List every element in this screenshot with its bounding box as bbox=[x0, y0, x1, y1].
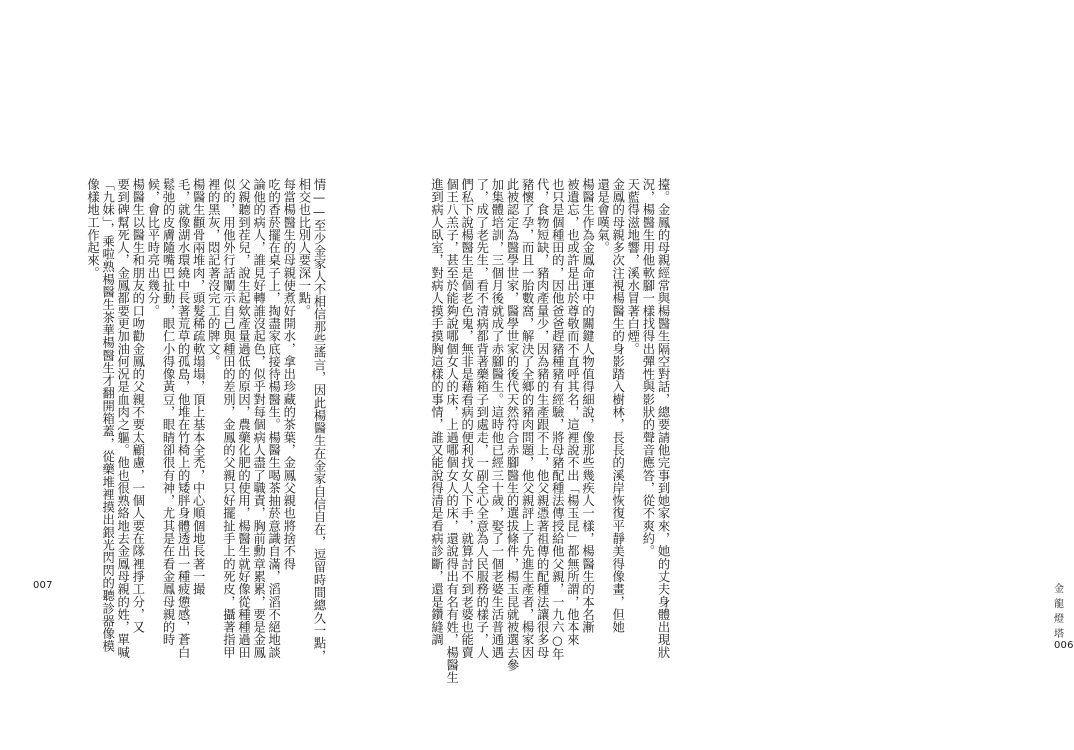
page-footer-right bbox=[1054, 580, 1074, 651]
text-column: 代，食物短缺，豬肉產量少，因為豬的生產跟不上，他父親憑著祖傳的配種法讓很多母 bbox=[535, 178, 550, 659]
text-column: 加集體培訓，三個月後就成了赤腳醫生。這時他已經三十歲，娶了一個老婆生活普通遇 bbox=[489, 178, 504, 659]
right-page bbox=[375, 0, 1074, 750]
text-column: 也只是個種田的，因他爸爸趕豬種豬有經驗，將母豬配種法傳授給他父親，一九六○年 bbox=[550, 178, 565, 661]
text-column: 擡。金鳳的母親經常與楊醫生隔空對話，總要請他完事到她家來，她的丈夫身體出現狀 bbox=[656, 178, 670, 659]
running-title: 金龍燈塔 bbox=[1054, 584, 1065, 640]
text-column: 「九妹」，乘啦熟楊醫生茶華楊醫生才翻開箱蓋，從藥堆裡摸出銀光閃閃的聽診器像模 bbox=[100, 178, 115, 653]
page-number-text: 007 bbox=[33, 580, 53, 591]
text-column: 楊醫生顴骨兩堆肉，頭髮稀疏軟塌塌，頂上基本全禿，中心順個地長著一撮 bbox=[191, 178, 206, 596]
text-column: 天藍得滋地響，溪水冒著白煙。 bbox=[625, 178, 640, 356]
text-column: 裡的黑灰，悶記著沒完工的牌文。 bbox=[206, 178, 221, 368]
text-column: 吃的香菸擺在桌子上，掏盡家底接待楊醫生。楊醫生喝茶抽菸意識自滿，滔滔不絕地談 bbox=[266, 178, 281, 659]
text-column: 被遺忘，也或許是出於尊敬而不直呼其名，這裡說不出「楊玉昆」都無所謂，他本來 bbox=[565, 178, 580, 647]
text-column: 論他的病人，誰見好轉誰沒起色，似乎對每個病人盡了職責，胸前勳章累累，要是金鳳 bbox=[251, 178, 266, 659]
text-column: 楊醫生以醫生和朋友的口吻勸金鳳的父親不要太顧慮，一個人要在隊裡掙工分，又 bbox=[130, 178, 145, 634]
left-page bbox=[0, 0, 375, 750]
text-column: 金鳳的母親多次注視楊醫生的身影踏入樹林，長長的溪岸恢復平靜美得像畫，但她 bbox=[610, 178, 625, 634]
text-column: 要到碑幫死人，金鳳都要更加油何況是血肉之軀。他也很熟絡地去金鳳母親的姓，單喊 bbox=[115, 178, 130, 659]
text-column: 豬懷了孕，而且一胎數窩，解決了全鄉的豬肉問題，他父親評上了先進生產者，楊家因 bbox=[520, 178, 535, 659]
page-number-text: 006 bbox=[1054, 640, 1074, 651]
text-column: 進到病人臥室，對病人摸手摸胸這樣的事情，誰又能說得清是看病診斷，還是鑽縫調 bbox=[429, 178, 444, 647]
text-column: 們私下說楊醫生是個老色鬼，無非是藉看病的便利找女人下手，就算討不到老婆也能賣 bbox=[459, 178, 474, 659]
page-number-left bbox=[33, 580, 53, 591]
text-column: 似的，用他外行話闡示自己與種田的差別，金鳳的父親只好擺扯手上的死皮，攝著指甲 bbox=[221, 178, 236, 659]
text-column: 情——至少金家人不相信那些謠言，因此楊醫生在金家自信自在，逗留時間總久一點， bbox=[312, 178, 326, 663]
text-column: 還是會嘆氣。 bbox=[595, 178, 610, 254]
text-column: 此被認定為醫學世家，醫學世家的後代天然符合赤腳醫生的選拔條件，楊玉昆就被選去參 bbox=[505, 178, 519, 672]
text-column: 相交也比別人要深一點。 bbox=[296, 178, 311, 318]
text-column: 毛，就像湖水環繞中長著荒草的孤島，他堆在竹椅上的矮胖身體透出一種疲憊感，蒼白 bbox=[176, 178, 191, 659]
text-column: 楊醫生作為金鳳命運中的關鍵人物值得細說，像那些幾疾人一樣，楊醫生的本名漸 bbox=[580, 178, 595, 634]
text-column: 了，成了老先生，看不清病都背著藥箱子到處走，一副全心全意為人民服務的樣子，人 bbox=[474, 178, 489, 659]
text-column: 況，楊醫生用他軟腳一樣找得出彈性與影狀的聲音應答，從不爽約。 bbox=[640, 178, 655, 558]
text-column: 候，會比平時亮出幾分。 bbox=[145, 178, 160, 318]
text-column: 鬆弛的皮膚隨嘴巴扯動，眼仁小得像黃豆，眼睛卻很有神，尤其是在看金鳳母親的時 bbox=[161, 178, 175, 647]
text-column: 每當楊醫生的母親使煮好開水，拿出珍藏的茶葉，金鳳父親也將捨不得 bbox=[281, 178, 296, 571]
text-column: 像樣地工作起來。 bbox=[85, 178, 100, 280]
text-column: 父親聽到茬兒，說生起欸產量過低的原因，農藥化肥的使用，楊醫生就好像從種種過田 bbox=[236, 178, 251, 659]
text-column: 個王八羔子，甚至於能夠說哪個女人的床，上過哪個女人的床，還說得出有名有姓，楊醫生 bbox=[444, 178, 459, 684]
